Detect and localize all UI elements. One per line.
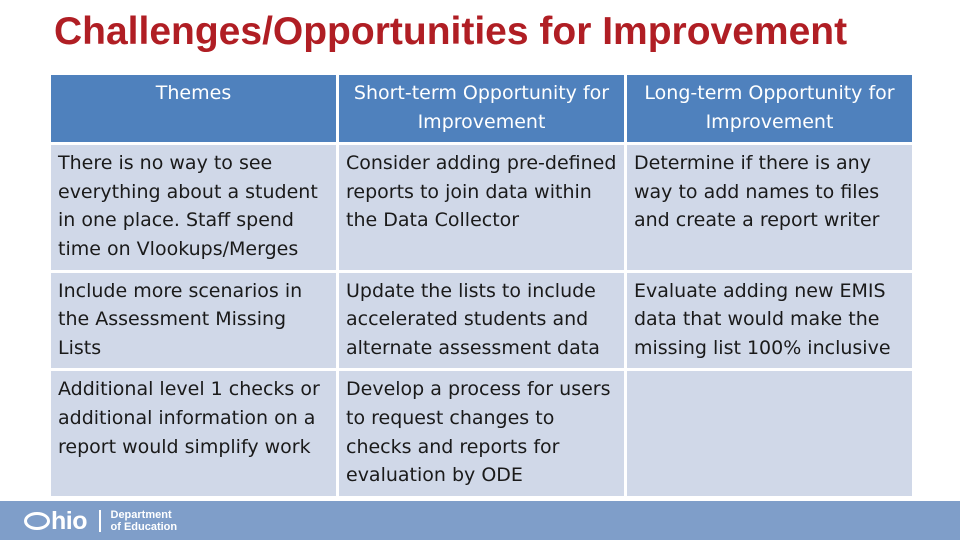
short-term-cell: Develop a process for users to request changes to checks and reports for evaluation by ODE [338,370,626,497]
theme-cell: Include more scenarios in the Assessment Missing Lists [50,271,338,370]
long-term-cell: Evaluate adding new EMIS data that would make the missing list 100% inclusive [626,271,914,370]
logo-divider [99,510,101,532]
department-line-1: Department [110,509,172,521]
ohio-o-mark-icon [24,512,50,530]
table-header-row [50,74,914,144]
opportunities-table [48,72,915,499]
short-term-cell: Consider adding pre-defined reports to join data within the Data Collector [338,144,626,271]
table-row [50,271,914,370]
theme-cell: Additional level 1 checks or additional information on a report would simplify work [50,370,338,497]
department-label [111,509,178,533]
ohio-wordmark-text: hio [51,506,87,535]
department-line-2: of Education [110,521,178,533]
ohio-department-of-education-logo [24,507,177,535]
long-term-cell: Determine if there is any way to add names to files and create a report writer [626,144,914,271]
header-themes: Themes [50,74,338,144]
theme-cell: There is no way to see everything about a student in one place. Staff spend time on Vlookups/Merges [50,144,338,271]
table-row [50,144,914,271]
long-term-cell [626,370,914,497]
short-term-cell: Update the lists to include accelerated students and alternate assessment data [338,271,626,370]
footer-bar [0,501,960,540]
header-long-term: Long-term Opportunity for Improvement [626,74,914,144]
ohio-wordmark [24,507,87,536]
slide-title: Challenges/Opportunities for Improvement [54,10,848,53]
table-row [50,370,914,497]
header-short-term: Short-term Opportunity for Improvement [338,74,626,144]
